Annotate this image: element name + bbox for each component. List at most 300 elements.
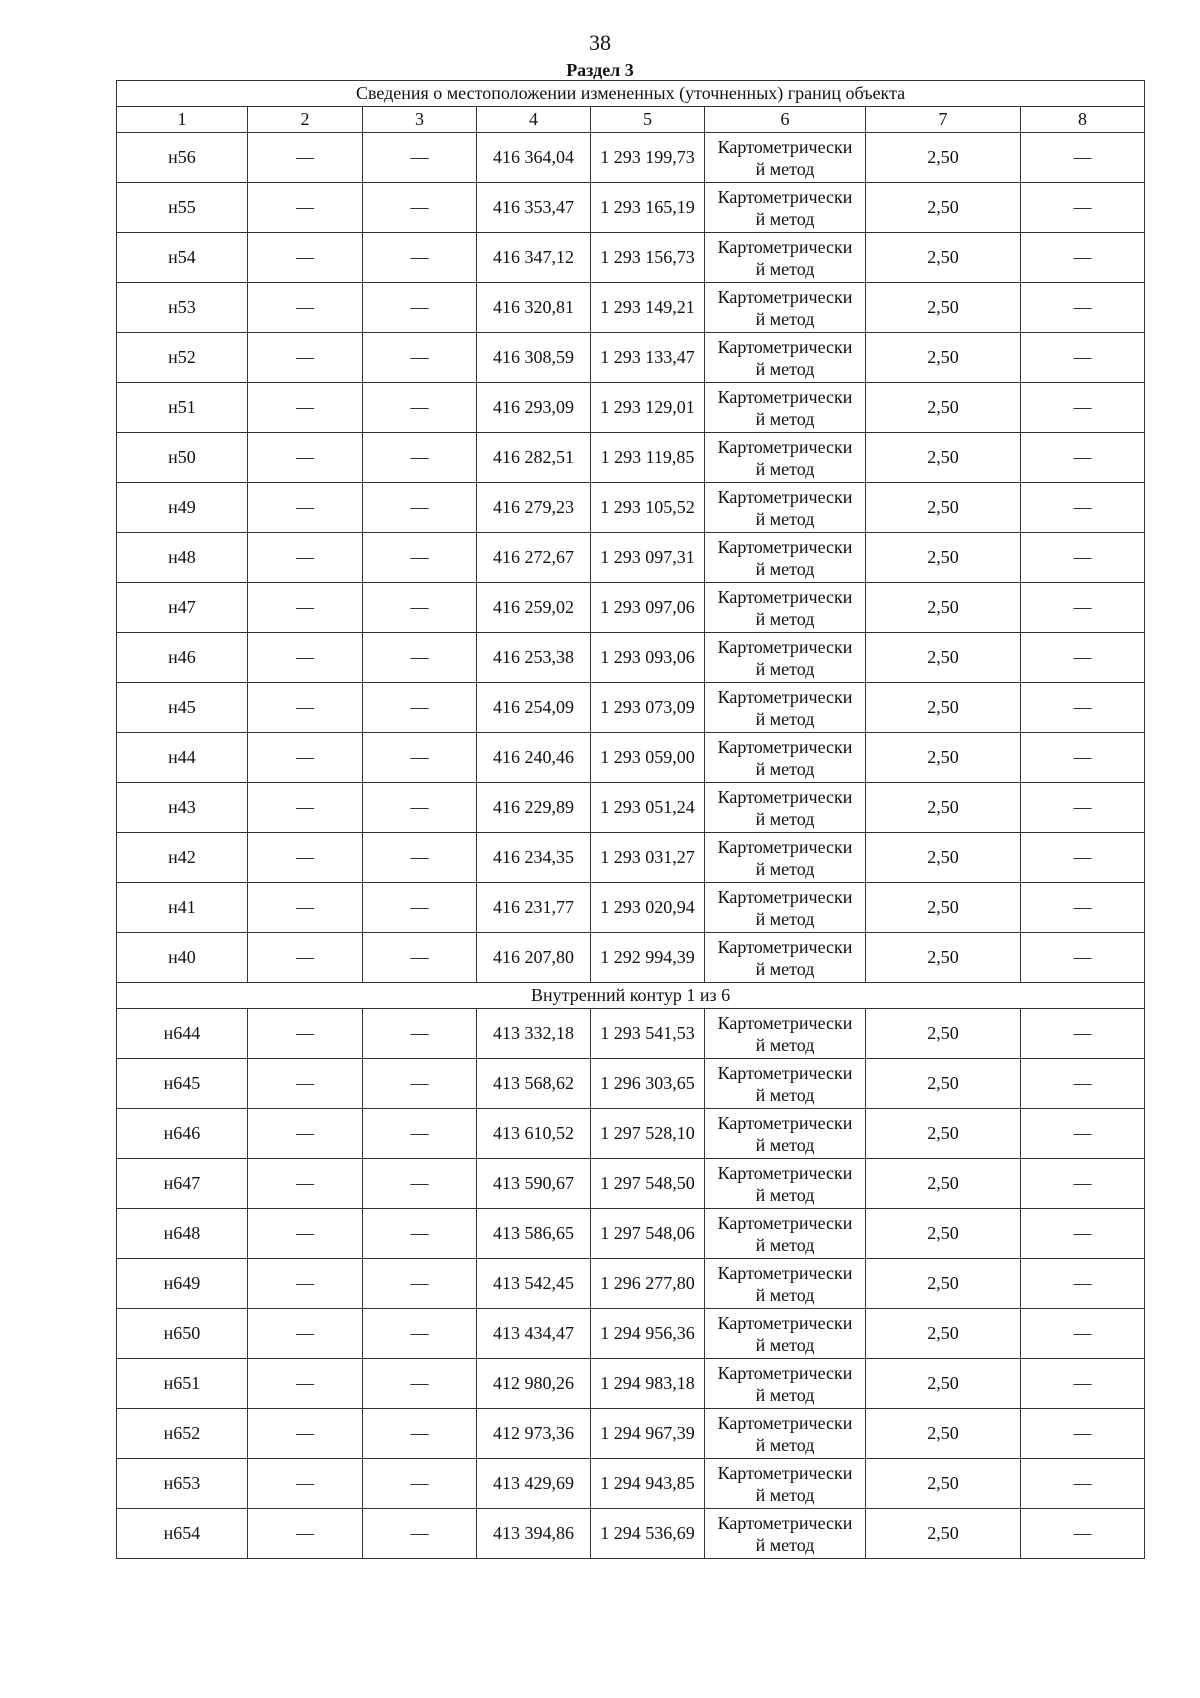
point-id: н40 [117,933,248,983]
column-header-8: 8 [1021,107,1145,133]
y-coordinate: 1 293 129,01 [591,383,705,433]
x-coordinate: 416 253,38 [477,633,591,683]
x-coordinate: 413 542,45 [477,1259,591,1309]
col-2-value: — [248,1109,363,1159]
col-2-value: — [248,833,363,883]
method-line-2: й метод [755,758,815,779]
method-cell [705,133,866,183]
col-3-value: — [363,733,477,783]
method-line-2: й метод [755,1534,815,1555]
column-header-3: 3 [363,107,477,133]
accuracy-value: 2,50 [866,1009,1021,1059]
x-coordinate: 416 229,89 [477,783,591,833]
point-id: н45 [117,683,248,733]
method-line-2: й метод [755,1484,815,1505]
x-coordinate: 416 320,81 [477,283,591,333]
y-coordinate: 1 294 956,36 [591,1309,705,1359]
column-header-1: 1 [117,107,248,133]
table-row [117,233,1145,283]
col-8-value: — [1021,1059,1145,1109]
y-coordinate: 1 293 541,53 [591,1009,705,1059]
column-header-6: 6 [705,107,866,133]
col-2-value: — [248,1509,363,1559]
col-2-value: — [248,1409,363,1459]
col-3-value: — [363,583,477,633]
col-2-value: — [248,333,363,383]
col-3-value: — [363,1009,477,1059]
method-line-2: й метод [755,1034,815,1055]
method-cell [705,1209,866,1259]
x-coordinate: 416 272,67 [477,533,591,583]
col-2-value: — [248,1209,363,1259]
col-2-value: — [248,1309,363,1359]
table-row [117,783,1145,833]
point-id: н54 [117,233,248,283]
table-row [117,283,1145,333]
accuracy-value: 2,50 [866,1459,1021,1509]
table-row [117,1459,1145,1509]
col-2-value: — [248,1359,363,1409]
col-8-value: — [1021,1109,1145,1159]
method-line-1: Картометрически [717,1312,853,1333]
method-line-1: Картометрически [717,286,853,307]
method-line-1: Картометрически [717,636,853,657]
col-3-value: — [363,333,477,383]
x-coordinate: 413 394,86 [477,1509,591,1559]
y-coordinate: 1 297 548,06 [591,1209,705,1259]
col-2-value: — [248,1059,363,1109]
contour-heading-row [117,983,1145,1009]
point-id: н53 [117,283,248,333]
y-coordinate: 1 293 199,73 [591,133,705,183]
method-line-1: Картометрически [717,186,853,207]
col-3-value: — [363,883,477,933]
table-row [117,1409,1145,1459]
col-3-value: — [363,533,477,583]
accuracy-value: 2,50 [866,333,1021,383]
y-coordinate: 1 294 943,85 [591,1459,705,1509]
table-row [117,1509,1145,1559]
col-8-value: — [1021,433,1145,483]
point-id: н49 [117,483,248,533]
point-id: н648 [117,1209,248,1259]
col-2-value: — [248,233,363,283]
point-id: н47 [117,583,248,633]
method-cell [705,733,866,783]
col-2-value: — [248,483,363,533]
y-coordinate: 1 294 983,18 [591,1359,705,1409]
accuracy-value: 2,50 [866,1059,1021,1109]
col-3-value: — [363,1209,477,1259]
x-coordinate: 416 240,46 [477,733,591,783]
y-coordinate: 1 293 051,24 [591,783,705,833]
point-id: н644 [117,1009,248,1059]
col-8-value: — [1021,733,1145,783]
method-cell [705,433,866,483]
method-line-2: й метод [755,1284,815,1305]
y-coordinate: 1 296 277,80 [591,1259,705,1309]
method-line-2: й метод [755,208,815,229]
method-line-1: Картометрически [717,236,853,257]
method-line-1: Картометрически [717,1012,853,1033]
method-cell [705,1259,866,1309]
point-id: н651 [117,1359,248,1409]
method-line-2: й метод [755,1234,815,1255]
col-2-value: — [248,883,363,933]
x-coordinate: 413 429,69 [477,1459,591,1509]
point-id: н44 [117,733,248,783]
col-8-value: — [1021,1459,1145,1509]
point-id: н654 [117,1509,248,1559]
col-2-value: — [248,1459,363,1509]
col-2-value: — [248,783,363,833]
table-body [117,133,1145,1559]
col-8-value: — [1021,883,1145,933]
accuracy-value: 2,50 [866,1209,1021,1259]
accuracy-value: 2,50 [866,1109,1021,1159]
y-coordinate: 1 293 156,73 [591,233,705,283]
col-2-value: — [248,1159,363,1209]
method-cell [705,883,866,933]
method-cell [705,1409,866,1459]
method-cell [705,1009,866,1059]
coordinates-table [116,80,1145,1559]
col-2-value: — [248,183,363,233]
point-id: н649 [117,1259,248,1309]
col-3-value: — [363,933,477,983]
table-row [117,533,1145,583]
x-coordinate: 416 207,80 [477,933,591,983]
col-3-value: — [363,1059,477,1109]
col-2-value: — [248,133,363,183]
x-coordinate: 416 364,04 [477,133,591,183]
method-cell [705,833,866,883]
x-coordinate: 413 332,18 [477,1009,591,1059]
method-cell [705,683,866,733]
table-row [117,333,1145,383]
method-cell [705,1359,866,1409]
method-cell [705,283,866,333]
method-line-1: Картометрически [717,1212,853,1233]
col-8-value: — [1021,933,1145,983]
col-3-value: — [363,183,477,233]
col-8-value: — [1021,633,1145,683]
table-row [117,483,1145,533]
y-coordinate: 1 292 994,39 [591,933,705,983]
method-cell [705,183,866,233]
col-3-value: — [363,1359,477,1409]
col-3-value: — [363,383,477,433]
col-2-value: — [248,1259,363,1309]
method-cell [705,1459,866,1509]
method-line-1: Картометрически [717,1462,853,1483]
method-line-1: Картометрически [717,486,853,507]
accuracy-value: 2,50 [866,933,1021,983]
y-coordinate: 1 296 303,65 [591,1059,705,1109]
accuracy-value: 2,50 [866,833,1021,883]
method-line-1: Картометрически [717,336,853,357]
point-id: н46 [117,633,248,683]
table-row [117,883,1145,933]
col-2-value: — [248,583,363,633]
col-8-value: — [1021,283,1145,333]
table-row [117,1359,1145,1409]
accuracy-value: 2,50 [866,533,1021,583]
x-coordinate: 416 282,51 [477,433,591,483]
y-coordinate: 1 297 548,50 [591,1159,705,1209]
col-8-value: — [1021,583,1145,633]
x-coordinate: 416 254,09 [477,683,591,733]
point-id: н646 [117,1109,248,1159]
method-line-2: й метод [755,458,815,479]
table-row [117,1309,1145,1359]
method-line-1: Картометрически [717,386,853,407]
accuracy-value: 2,50 [866,883,1021,933]
accuracy-value: 2,50 [866,1409,1021,1459]
accuracy-value: 2,50 [866,733,1021,783]
x-coordinate: 413 610,52 [477,1109,591,1159]
method-line-1: Картометрически [717,1512,853,1533]
y-coordinate: 1 294 967,39 [591,1409,705,1459]
table-row [117,833,1145,883]
col-2-value: — [248,733,363,783]
point-id: н647 [117,1159,248,1209]
section-title: Раздел 3 [566,60,634,80]
method-line-2: й метод [755,958,815,979]
method-cell [705,1109,866,1159]
table-row [117,183,1145,233]
accuracy-value: 2,50 [866,1509,1021,1559]
y-coordinate: 1 293 105,52 [591,483,705,533]
method-line-1: Картометрически [717,786,853,807]
accuracy-value: 2,50 [866,783,1021,833]
method-line-2: й метод [755,1434,815,1455]
method-line-1: Картометрически [717,1362,853,1383]
point-id: н51 [117,383,248,433]
table-row [117,733,1145,783]
method-cell [705,633,866,683]
accuracy-value: 2,50 [866,283,1021,333]
y-coordinate: 1 293 059,00 [591,733,705,783]
y-coordinate: 1 293 165,19 [591,183,705,233]
col-3-value: — [363,833,477,883]
column-header-4: 4 [477,107,591,133]
col-8-value: — [1021,483,1145,533]
method-cell [705,1509,866,1559]
column-header-row [117,107,1145,133]
accuracy-value: 2,50 [866,583,1021,633]
method-line-2: й метод [755,708,815,729]
method-line-2: й метод [755,1134,815,1155]
x-coordinate: 416 347,12 [477,233,591,283]
col-3-value: — [363,1409,477,1459]
y-coordinate: 1 293 073,09 [591,683,705,733]
y-coordinate: 1 297 528,10 [591,1109,705,1159]
y-coordinate: 1 293 031,27 [591,833,705,883]
accuracy-value: 2,50 [866,1259,1021,1309]
col-8-value: — [1021,683,1145,733]
y-coordinate: 1 293 097,06 [591,583,705,633]
y-coordinate: 1 293 020,94 [591,883,705,933]
table-row [117,583,1145,633]
method-line-2: й метод [755,858,815,879]
x-coordinate: 416 259,02 [477,583,591,633]
col-3-value: — [363,1259,477,1309]
method-cell [705,233,866,283]
column-header-5: 5 [591,107,705,133]
x-coordinate: 416 308,59 [477,333,591,383]
table-row [117,683,1145,733]
table-row [117,1159,1145,1209]
table-row [117,1009,1145,1059]
x-coordinate: 416 234,35 [477,833,591,883]
col-3-value: — [363,633,477,683]
method-line-1: Картометрически [717,836,853,857]
col-8-value: — [1021,1009,1145,1059]
method-cell [705,583,866,633]
accuracy-value: 2,50 [866,233,1021,283]
point-id: н43 [117,783,248,833]
method-line-2: й метод [755,1334,815,1355]
col-3-value: — [363,483,477,533]
col-3-value: — [363,233,477,283]
col-8-value: — [1021,833,1145,883]
x-coordinate: 413 590,67 [477,1159,591,1209]
accuracy-value: 2,50 [866,133,1021,183]
accuracy-value: 2,50 [866,183,1021,233]
point-id: н52 [117,333,248,383]
point-id: н650 [117,1309,248,1359]
method-line-2: й метод [755,808,815,829]
method-line-2: й метод [755,908,815,929]
accuracy-value: 2,50 [866,683,1021,733]
method-line-1: Картометрически [717,1262,853,1283]
col-8-value: — [1021,183,1145,233]
method-line-2: й метод [755,158,815,179]
table-row [117,633,1145,683]
point-id: н50 [117,433,248,483]
x-coordinate: 413 434,47 [477,1309,591,1359]
method-line-1: Картометрически [717,886,853,907]
method-line-1: Картометрически [717,136,853,157]
column-header-7: 7 [866,107,1021,133]
table-row [117,933,1145,983]
col-3-value: — [363,1159,477,1209]
method-line-2: й метод [755,658,815,679]
method-line-2: й метод [755,608,815,629]
col-2-value: — [248,633,363,683]
method-line-1: Картометрически [717,1112,853,1133]
column-header-2: 2 [248,107,363,133]
accuracy-value: 2,50 [866,1159,1021,1209]
col-3-value: — [363,433,477,483]
method-line-2: й метод [755,1084,815,1105]
accuracy-value: 2,50 [866,383,1021,433]
point-id: н55 [117,183,248,233]
col-8-value: — [1021,1259,1145,1309]
method-line-1: Картометрически [717,936,853,957]
x-coordinate: 416 279,23 [477,483,591,533]
col-3-value: — [363,683,477,733]
method-cell [705,383,866,433]
col-2-value: — [248,683,363,733]
col-8-value: — [1021,1159,1145,1209]
col-2-value: — [248,933,363,983]
table-row [117,383,1145,433]
col-8-value: — [1021,133,1145,183]
col-2-value: — [248,533,363,583]
y-coordinate: 1 293 093,06 [591,633,705,683]
page-number: 38 [589,30,611,55]
accuracy-value: 2,50 [866,483,1021,533]
method-cell [705,333,866,383]
y-coordinate: 1 294 536,69 [591,1509,705,1559]
method-line-2: й метод [755,308,815,329]
method-line-2: й метод [755,358,815,379]
col-2-value: — [248,433,363,483]
method-line-2: й метод [755,408,815,429]
method-line-2: й метод [755,508,815,529]
col-3-value: — [363,1459,477,1509]
table-caption: Сведения о местоположении измененных (уточненных) границ объекта [117,81,1145,107]
col-3-value: — [363,1509,477,1559]
point-id: н41 [117,883,248,933]
point-id: н48 [117,533,248,583]
table-row [117,433,1145,483]
method-line-1: Картометрически [717,436,853,457]
y-coordinate: 1 293 097,31 [591,533,705,583]
method-line-2: й метод [755,1184,815,1205]
accuracy-value: 2,50 [866,433,1021,483]
point-id: н645 [117,1059,248,1109]
col-2-value: — [248,283,363,333]
method-cell [705,483,866,533]
method-cell [705,1159,866,1209]
col-3-value: — [363,1309,477,1359]
table-row [117,1259,1145,1309]
contour-heading: Внутренний контур 1 из 6 [117,983,1145,1009]
method-cell [705,533,866,583]
method-cell [705,1309,866,1359]
col-8-value: — [1021,233,1145,283]
method-line-1: Картометрически [717,1062,853,1083]
x-coordinate: 416 353,47 [477,183,591,233]
method-line-1: Картометрически [717,686,853,707]
col-8-value: — [1021,1359,1145,1409]
x-coordinate: 412 973,36 [477,1409,591,1459]
y-coordinate: 1 293 133,47 [591,333,705,383]
table-row [117,1109,1145,1159]
col-8-value: — [1021,333,1145,383]
point-id: н652 [117,1409,248,1459]
table-row [117,133,1145,183]
col-3-value: — [363,283,477,333]
col-8-value: — [1021,1509,1145,1559]
point-id: н653 [117,1459,248,1509]
method-cell [705,783,866,833]
col-8-value: — [1021,783,1145,833]
method-cell [705,1059,866,1109]
col-8-value: — [1021,1309,1145,1359]
method-line-1: Картометрически [717,536,853,557]
col-8-value: — [1021,1409,1145,1459]
method-cell [705,933,866,983]
col-8-value: — [1021,383,1145,433]
y-coordinate: 1 293 119,85 [591,433,705,483]
col-2-value: — [248,383,363,433]
col-3-value: — [363,783,477,833]
col-2-value: — [248,1009,363,1059]
